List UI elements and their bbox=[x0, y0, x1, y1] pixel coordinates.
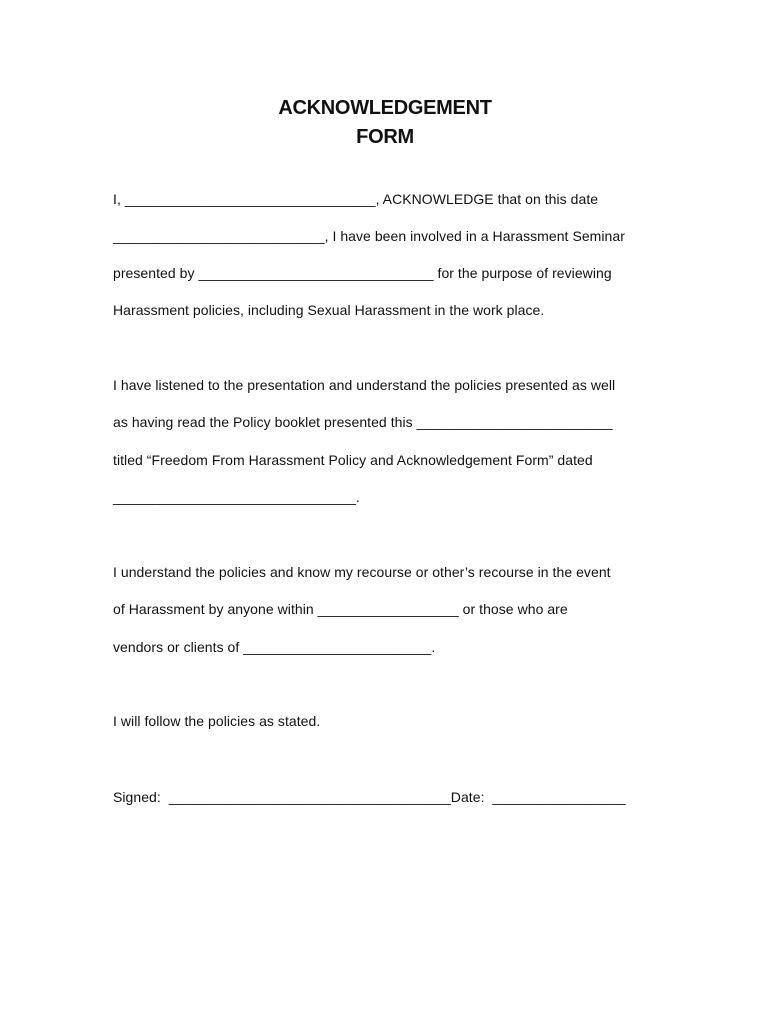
paragraph-2-line-3: titled “Freedom From Harassment Policy and Acknowledgement Form” dated bbox=[113, 452, 593, 468]
paragraph-1-line-1: I, ________________________________, ACKNOWLEDGE that on this date bbox=[113, 191, 599, 207]
paragraph-2-line-1: I have listened to the presentation and understand the policies presented as well bbox=[113, 377, 616, 393]
signature-date-line: Signed: ____________________________________Date: _________________ bbox=[113, 789, 626, 805]
paragraph-3-line-2: of Harassment by anyone within __________________ or those who are bbox=[113, 601, 568, 617]
paragraph-1-line-4: Harassment policies, including Sexual Harassment in the work place. bbox=[113, 302, 545, 318]
paragraph-3-line-1: I understand the policies and know my recourse or other’s recourse in the event bbox=[113, 564, 611, 580]
form-title-line-1: ACKNOWLEDGEMENT bbox=[278, 97, 492, 119]
paragraph-1-line-3: presented by ______________________________ for the purpose of reviewing bbox=[113, 265, 612, 281]
form-title-line-2: FORM bbox=[356, 126, 414, 148]
paragraph-2-line-4: _______________________________. bbox=[113, 489, 360, 505]
paragraph-2-line-2: as having read the Policy booklet presented this _________________________ bbox=[113, 414, 613, 430]
paragraph-1-line-2: ___________________________, I have been involved in a Harassment Seminar bbox=[113, 228, 625, 244]
paragraph-4-line-1: I will follow the policies as stated. bbox=[113, 713, 321, 729]
paragraph-3-line-3: vendors or clients of ________________________. bbox=[113, 639, 436, 655]
